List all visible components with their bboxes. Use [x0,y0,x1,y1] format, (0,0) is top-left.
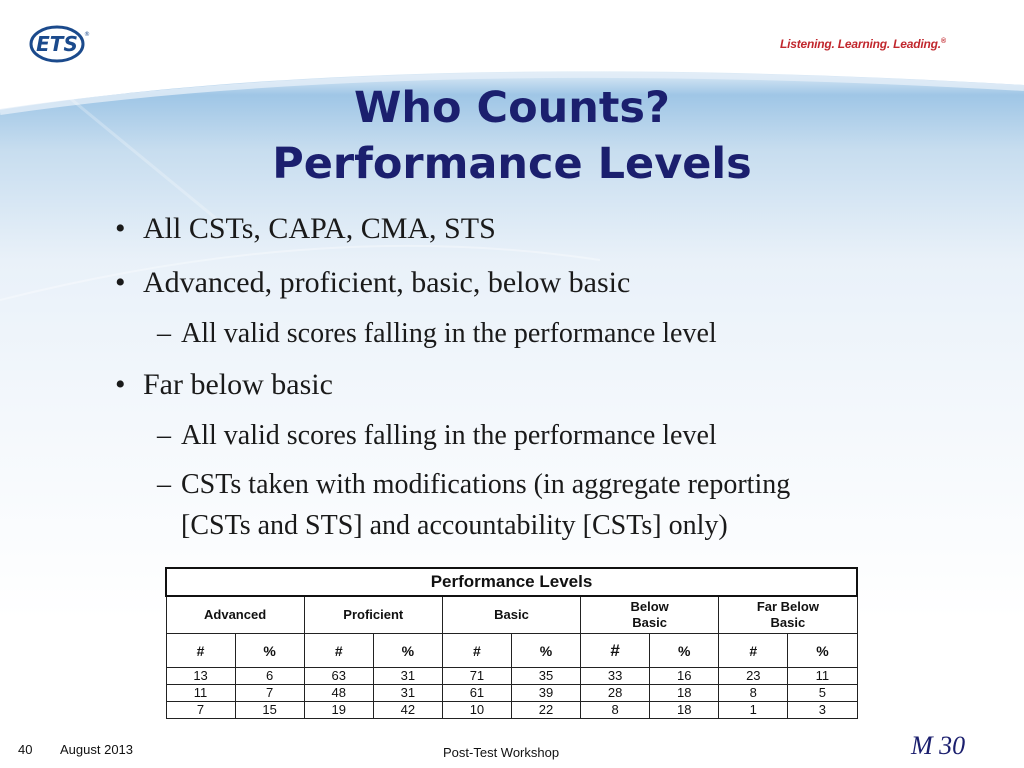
subheader-percent: % [788,634,857,668]
table-cell: 7 [235,685,304,702]
table-cell: 10 [442,702,511,719]
page-number: 40 [18,742,33,757]
dash-mark: – [157,318,171,349]
table-cell: 71 [442,668,511,685]
table-cell: 28 [581,685,650,702]
table-cell: 22 [511,702,580,719]
sub-bullet-item [157,317,717,351]
table-cell: 16 [650,668,719,685]
subheader-percent: % [511,634,580,668]
group-header-advanced: Advanced [166,596,304,634]
bullet-text: All CSTs, CAPA, CMA, STS [143,212,496,245]
bullet-mark: • [115,266,126,299]
table-row [166,702,857,719]
module-number: M 30 [911,731,966,760]
group-header-far-below-basic: Far Below Basic [719,596,857,634]
table-cell: 18 [650,685,719,702]
bullet-mark: • [115,212,126,245]
bullet-item [115,212,496,246]
tagline [780,37,946,51]
subheader-count: # [442,634,511,668]
bullet-mark: • [115,368,126,401]
table-row [166,668,857,685]
table-cell: 42 [373,702,442,719]
table-row [166,685,857,702]
table-cell: 63 [304,668,373,685]
table-cell: 3 [788,702,857,719]
subheader-percent: % [373,634,442,668]
subheader-count: # [166,634,235,668]
table-subheader-row [166,634,857,668]
footer-date: August 2013 [60,742,134,757]
table-cell: 15 [235,702,304,719]
group-header-basic: Basic [442,596,580,634]
table-cell: 6 [235,668,304,685]
table-title: Performance Levels [166,568,857,596]
subheader-count: # [581,634,650,668]
subheader-count: # [719,634,788,668]
sub-bullet-text: All valid scores falling in the performance level [181,318,717,349]
slide-title-line1: Who Counts? [354,83,670,133]
table-cell: 23 [719,668,788,685]
sub-bullet-text: CSTs taken with modifications (in aggregate reporting [181,469,791,500]
ets-logo [28,24,90,64]
table-cell: 8 [719,685,788,702]
sub-bullet-item [157,419,717,453]
dash-mark: – [157,420,171,451]
tagline-registered-mark: ® [940,38,946,45]
sub-bullet-item [157,468,790,502]
subheader-percent: % [235,634,304,668]
table-cell: 35 [511,668,580,685]
bullet-item [115,266,630,300]
subheader-percent: % [650,634,719,668]
table-group-header-row [166,596,857,634]
logo-text: ETS [36,32,78,56]
tagline-text: Listening. Learning. Leading. [780,37,941,51]
footer-center-text: Post-Test Workshop [443,745,560,760]
table-cell: 31 [373,668,442,685]
table-cell: 19 [304,702,373,719]
bullet-text: Far below basic [143,368,333,401]
group-header-proficient: Proficient [304,596,442,634]
subheader-count: # [304,634,373,668]
group-header-below-basic: Below Basic [581,596,719,634]
table-cell: 33 [581,668,650,685]
slide-title-line2: Performance Levels [272,139,752,189]
bullet-item [115,368,333,402]
table-cell: 31 [373,685,442,702]
table-cell: 5 [788,685,857,702]
bullet-text: Advanced, proficient, basic, below basic [143,266,631,299]
sub-bullet-text: All valid scores falling in the performance level [181,420,717,451]
performance-levels-table [165,567,858,717]
table-cell: 8 [581,702,650,719]
table-cell: 18 [650,702,719,719]
sub-bullet-continuation: [CSTs and STS] and accountability [CSTs] only) [181,510,728,541]
table-cell: 1 [719,702,788,719]
logo-registered-mark: ® [84,31,90,38]
table-cell: 11 [788,668,857,685]
table-cell: 11 [166,685,235,702]
table-cell: 13 [166,668,235,685]
dash-mark: – [157,469,171,500]
table-cell: 48 [304,685,373,702]
table-cell: 61 [442,685,511,702]
table-cell: 39 [511,685,580,702]
table-cell: 7 [166,702,235,719]
